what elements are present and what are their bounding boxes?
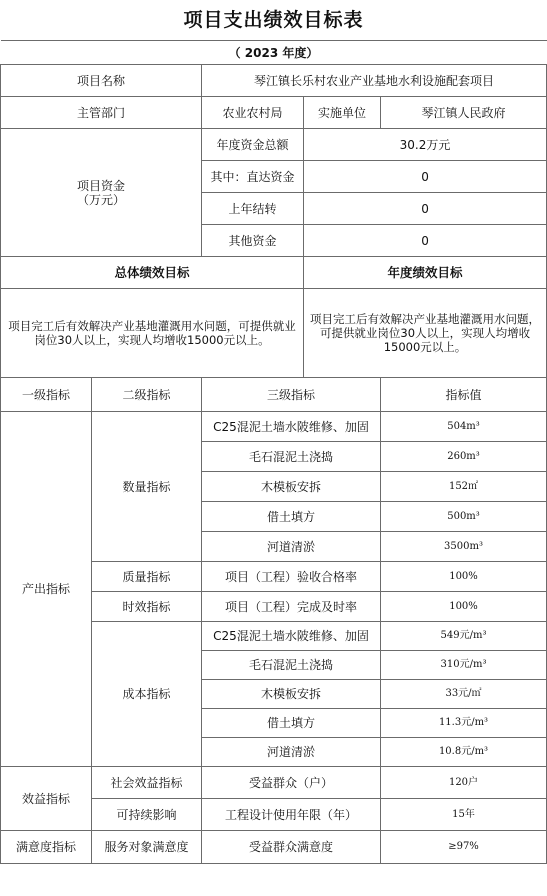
quantity-item-name: 借土填方: [202, 502, 381, 532]
dept-value: 农业农村局: [202, 97, 304, 129]
funds-label-line1: 项目资金: [76, 178, 125, 193]
impl-value: 琴江镇人民政府: [381, 97, 547, 129]
header-value: 指标值: [381, 378, 547, 412]
project-name-label: 项目名称: [1, 65, 202, 97]
quantity-item-name: C25混泥土墙水陂维修、加固: [202, 412, 381, 442]
satisfaction-indicator-label: 满意度指标: [1, 831, 92, 864]
funds-label-line2: （万元）: [76, 192, 125, 207]
funds-label: [1, 129, 202, 257]
cost-item-value: 10.8元/m³: [381, 738, 547, 767]
overall-goal-header: 总体绩效目标: [1, 257, 304, 289]
funds-carryover-value: 0: [304, 193, 547, 225]
quantity-item-name: 木模板安拆: [202, 472, 381, 502]
cost-item-name: C25混泥土墙水陂维修、加固: [202, 622, 381, 651]
quantity-item-value: 504m³: [381, 412, 547, 442]
quantity-item-value: 3500m³: [381, 532, 547, 562]
sustain-value: 15年: [381, 799, 547, 831]
quantity-item-value: 260m³: [381, 442, 547, 472]
page-title: 项目支出绩效目标表: [183, 9, 364, 31]
year-line: （ 2023 年度）: [1, 41, 547, 65]
annual-goal-text: 项目完工后有效解决产业基地灌溉用水问题，可提供就业岗位30人以上，实现人均增收15000元以上。: [304, 289, 547, 378]
cost-item-name: 河道清淤: [202, 738, 381, 767]
funds-total-label: 年度资金总额: [202, 129, 304, 161]
sustain-label: 可持续影响: [92, 799, 202, 831]
target-table: [0, 40, 547, 864]
cost-item-name: 毛石混泥土浇捣: [202, 651, 381, 680]
quantity-indicator-label: 数量指标: [92, 412, 202, 562]
impl-label: 实施单位: [304, 97, 381, 129]
timeliness-item-name: 项目（工程）完成及时率: [202, 592, 381, 622]
header-level2: 二级指标: [92, 378, 202, 412]
cost-item-name: 借土填方: [202, 709, 381, 738]
funds-other-label: 其他资金: [202, 225, 304, 257]
cost-item-value: 310元/m³: [381, 651, 547, 680]
cost-item-value: 33元/㎡: [381, 680, 547, 709]
funds-carryover-label: 上年结转: [202, 193, 304, 225]
cost-item-value: 11.3元/m³: [381, 709, 547, 738]
cost-item-value: 549元/m³: [381, 622, 547, 651]
satisfaction-name: 受益群众满意度: [202, 831, 381, 864]
dept-label: 主管部门: [1, 97, 202, 129]
satisfaction-value: ≥97%: [381, 831, 547, 864]
project-name: 琴江镇长乐村农业产业基地水利设施配套项目: [202, 65, 547, 97]
quality-item-value: 100%: [381, 562, 547, 592]
social-benefit-name: 受益群众（户）: [202, 767, 381, 799]
quality-indicator-label: 质量指标: [92, 562, 202, 592]
cost-item-name: 木模板安拆: [202, 680, 381, 709]
quantity-item-name: 河道清淤: [202, 532, 381, 562]
funds-direct-label: 其中：直达资金: [202, 161, 304, 193]
social-benefit-label: 社会效益指标: [92, 767, 202, 799]
overall-goal-text: 项目完工后有效解决产业基地灌溉用水问题，可提供就业岗位30人以上，实现人均增收15000元以上。: [1, 289, 304, 378]
cost-indicator-label: 成本指标: [92, 622, 202, 767]
sustain-name: 工程设计使用年限（年）: [202, 799, 381, 831]
quality-item-name: 项目（工程）验收合格率: [202, 562, 381, 592]
social-benefit-value: 120户: [381, 767, 547, 799]
funds-total-value: 30.2万元: [304, 129, 547, 161]
quantity-item-value: 500m³: [381, 502, 547, 532]
annual-goal-header: 年度绩效目标: [304, 257, 547, 289]
timeliness-item-value: 100%: [381, 592, 547, 622]
timeliness-indicator-label: 时效指标: [92, 592, 202, 622]
header-level1: 一级指标: [1, 378, 92, 412]
benefit-indicator-label: 效益指标: [1, 767, 92, 831]
funds-direct-value: 0: [304, 161, 547, 193]
funds-other-value: 0: [304, 225, 547, 257]
satisfaction-sub-label: 服务对象满意度: [92, 831, 202, 864]
quantity-item-name: 毛石混泥土浇捣: [202, 442, 381, 472]
output-indicator-label: 产出指标: [1, 412, 92, 767]
header-level3: 三级指标: [202, 378, 381, 412]
quantity-item-value: 152㎡: [381, 472, 547, 502]
